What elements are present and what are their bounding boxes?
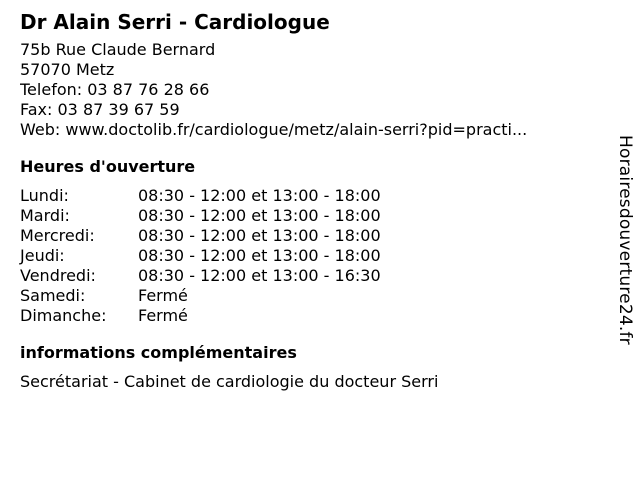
fax-line [20, 100, 595, 120]
day-hours: 08:30 - 12:00 et 13:00 - 16:30 [138, 266, 381, 285]
address-city: 57070 Metz [20, 60, 115, 79]
brand-watermark: Horairesdouverture24.fr [615, 135, 635, 345]
page-title: Dr Alain Serri - Cardiologue [20, 10, 330, 34]
web-link[interactable]: www.doctolib.fr/cardiologue/metz/alain-serri?pid=practi... [65, 120, 528, 139]
phone-line [20, 80, 595, 100]
web-label: Web: [20, 120, 61, 139]
table-row [20, 186, 381, 206]
additional-info-heading: informations complémentaires [20, 343, 297, 362]
day-label: Mercredi: [20, 226, 95, 245]
day-label: Lundi: [20, 186, 69, 205]
table-row [20, 206, 381, 226]
day-label: Dimanche: [20, 306, 107, 325]
fax-number: 03 87 39 67 59 [57, 100, 180, 119]
day-hours: 08:30 - 12:00 et 13:00 - 18:00 [138, 186, 381, 205]
day-label: Samedi: [20, 286, 86, 305]
day-hours: 08:30 - 12:00 et 13:00 - 18:00 [138, 206, 381, 225]
phone-number: 03 87 76 28 66 [87, 80, 210, 99]
day-hours: 08:30 - 12:00 et 13:00 - 18:00 [138, 226, 381, 245]
day-hours: Fermé [138, 306, 188, 325]
day-hours: Fermé [138, 286, 188, 305]
fax-label: Fax: [20, 100, 53, 119]
opening-hours-heading: Heures d'ouverture [20, 157, 196, 176]
day-label: Vendredi: [20, 266, 96, 285]
table-row [20, 266, 381, 286]
table-row [20, 306, 381, 326]
web-line [20, 120, 595, 140]
business-card [20, 8, 595, 392]
address-street: 75b Rue Claude Bernard [20, 40, 216, 59]
day-label: Mardi: [20, 206, 70, 225]
table-row [20, 246, 381, 266]
table-row [20, 226, 381, 246]
day-label: Jeudi: [20, 246, 65, 265]
table-row [20, 286, 381, 306]
day-hours: 08:30 - 12:00 et 13:00 - 18:00 [138, 246, 381, 265]
phone-label: Telefon: [20, 80, 83, 99]
opening-hours-table [20, 186, 381, 326]
additional-info-text: Secrétariat - Cabinet de cardiologie du docteur Serri [20, 372, 439, 391]
